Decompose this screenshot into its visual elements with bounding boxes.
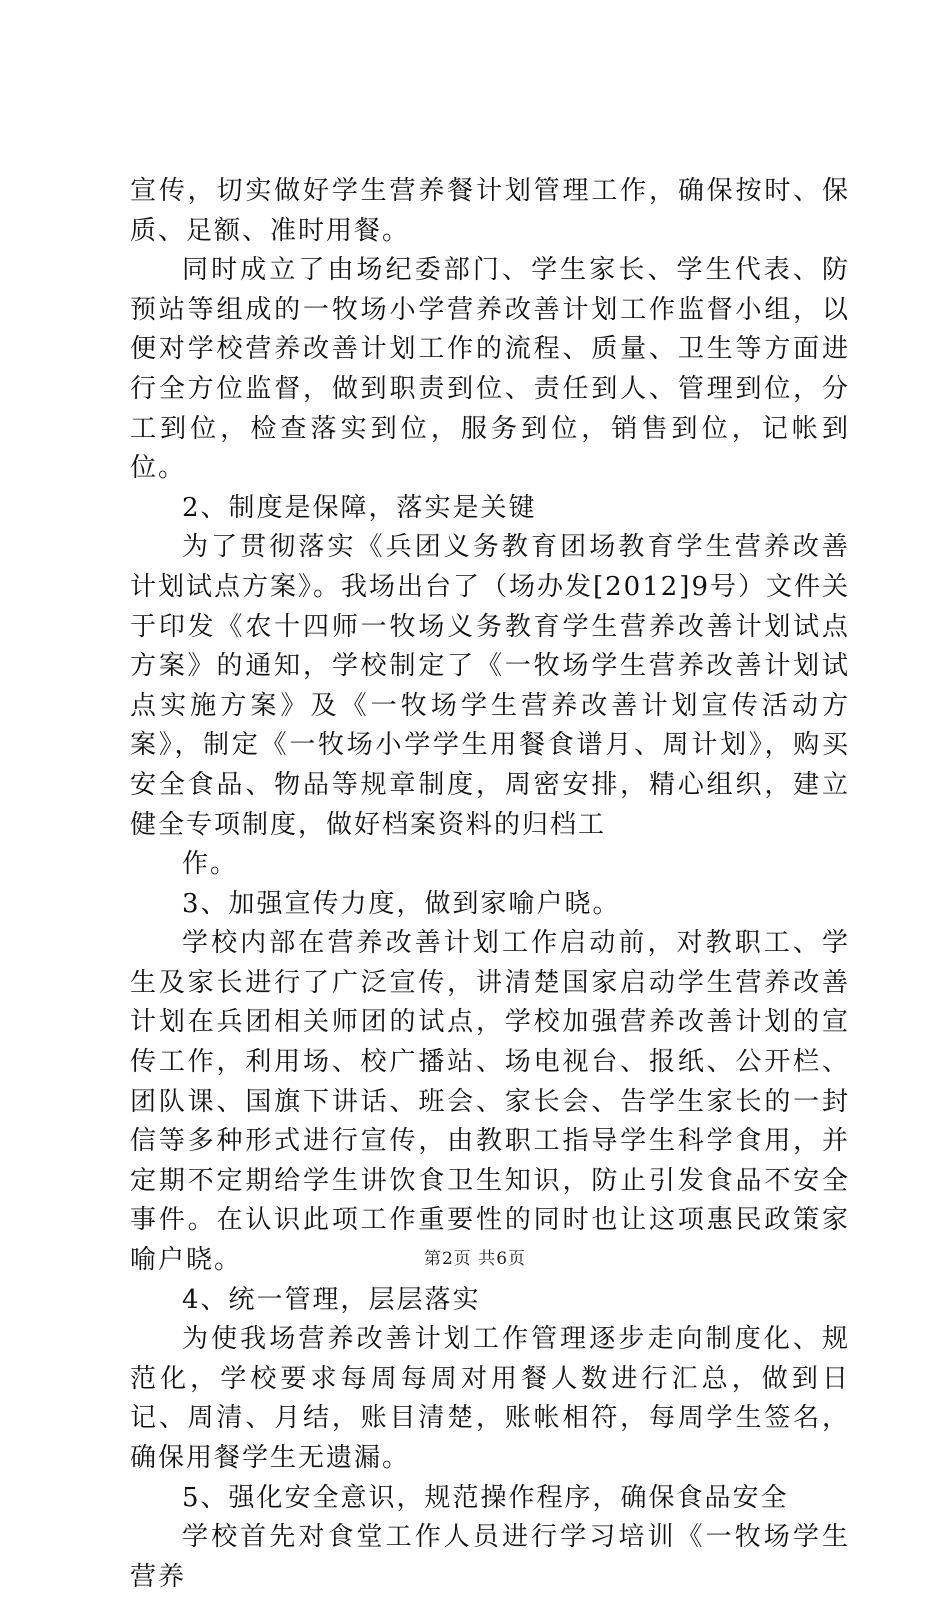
- document-body: [130, 172, 850, 1597]
- paragraph-fragment: 作。: [182, 849, 239, 880]
- section-heading-4: 4、统一管理，层层落实: [182, 1284, 481, 1315]
- section-heading-5: 5、强化安全意识，规范操作程序，确保食品安全: [182, 1482, 789, 1513]
- page-number-label: 第2页 共6页: [423, 1249, 527, 1269]
- page-footer: [0, 1244, 950, 1269]
- paragraph-publicity: 学校内部在营养改善计划工作启动前，对教职工、学生及家长进行了广泛宣传，讲清楚国家启动学生营养改善计划在兵团相关师团的试点，学校加强营养改善计划的宣传工作，利用场、校广播站、场电视台、报纸、公开栏、团队课、国旗下讲话、班会、家长会、告学生家长的一封信等多种形式进行宣传，由教职工指导学生科学食用，并定期不定期给学生讲饮食卫生知识，防止引发食品不安全事件。在认识此项工作重要性的同时也让这项惠民政策家喻户晓。: [130, 928, 850, 1276]
- paragraph-supervision-group: 同时成立了由场纪委部门、学生家长、学生代表、防预站等组成的一牧场小学营养改善计划工作监督小组，以便对学校营养改善计划工作的流程、质量、卫生等方面进行全方位监督，做到职责到位、责任到人、管理到位，分工到位，检查落实到位，服务到位，销售到位，记帐到位。: [130, 255, 850, 484]
- section-heading-2: 2、制度是保障，落实是关键: [182, 492, 537, 523]
- section-heading-3: 3、加强宣传力度，做到家喻户晓。: [182, 888, 621, 919]
- paragraph-continuation: 宣传，切实做好学生营养餐计划管理工作，确保按时、保质、足额、准时用餐。: [130, 176, 850, 246]
- paragraph-management: 为使我场营养改善计划工作管理逐步走向制度化、规范化，学校要求每周每周对用餐人数进行汇总，做到日记、周清、月结，账目清楚，账帐相符，每周学生签名，确保用餐学生无遗漏。: [130, 1324, 850, 1473]
- paragraph-system-guarantee: 为了贯彻落实《兵团义务教育团场教育学生营养改善计划试点方案》。我场出台了（场办发[2012]9号）文件关于印发《农十四师一牧场义务教育学生营养改善计划试点方案》的通知，学校制定了《一牧场学生营养改善计划试点实施方案》及《一牧场学生营养改善计划宣传活动方案》，制定《一牧场小学学生用餐食谱月、周计划》，购买安全食品、物品等规章制度，周密安排，精心组织，建立健全专项制度，做好档案资料的归档工: [130, 532, 850, 840]
- paragraph-safety-training: 学校首先对食堂工作人员进行学习培训《一牧场学生营养: [130, 1522, 850, 1592]
